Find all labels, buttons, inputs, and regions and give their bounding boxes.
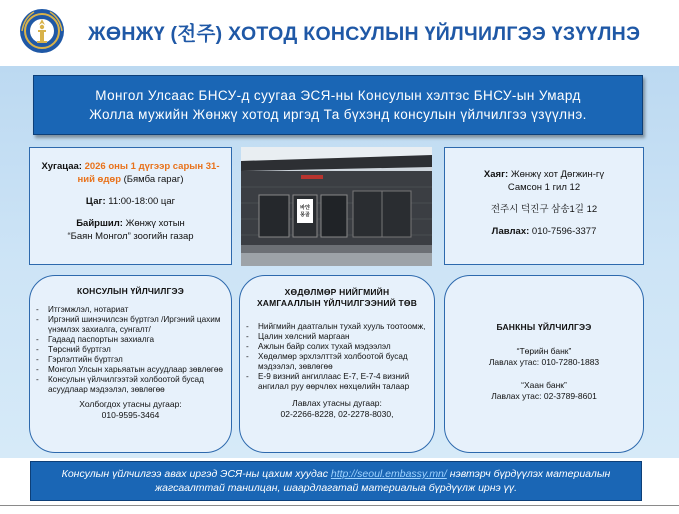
phone-value: 010-7596-3377	[531, 226, 597, 237]
bank2-phone: Лавлах утас: 02-3789-8601	[491, 391, 597, 401]
phone-line	[451, 225, 637, 238]
address-label: Хаяг:	[483, 169, 509, 180]
list-item: - Консулын үйлчилгээтэй холбоотой бусад асуудлаар мэдээлэл, зөвлөгөө	[30, 375, 231, 395]
divider	[0, 505, 679, 506]
time-label: Цаг:	[85, 196, 106, 207]
social-phone-label: Лавлах утасны дугаар:	[292, 398, 382, 408]
place-line	[36, 217, 225, 230]
address-info-box	[444, 147, 644, 265]
consular-title: КОНСУЛЫН ҮЙЛЧИЛГЭЭ	[76, 286, 185, 296]
list-item: - Ажлын байр солих тухай мэдээлэл	[240, 342, 430, 352]
list-item: - Иргэний шинэчилсэн бүртгэл /Иргэний цахим үнэмлэх захиалга, сунгалт/	[30, 315, 231, 335]
mongolia-state-emblem-icon	[14, 6, 70, 56]
address-value: Жөнжү хот Дөгжин-гү	[510, 169, 605, 180]
intro-line-1: Монгол Улсаас БНСУ-д суугаа ЭСЯ-ны Консулын хэлтэс БНСУ-ын Умард	[95, 88, 581, 103]
time-line	[36, 195, 225, 208]
bank-title: БАНКНЫ ҮЙЛЧИЛГЭЭ	[496, 322, 592, 332]
bank2-name: “Хаан банк”	[521, 380, 567, 390]
list-item: - Монгол Улсын харьяатын асуудлаар зөвлөгөө	[30, 365, 231, 375]
duration-line	[36, 160, 225, 186]
bank-service-card	[444, 275, 644, 453]
social-phone-value: 02-2266-8228, 02-2278-8030,	[280, 409, 394, 419]
list-item: - Нийгмийн даатгалын тухай хууль тоотоомж,	[240, 322, 430, 332]
footer-text-before: Консулын үйлчилгээ авах иргэд ЭСЯ-ны цахим хуудас	[61, 468, 328, 480]
social-title: ХӨДӨЛМӨР НИЙГМИЙН ХАМГААЛЛЫН ҮЙЛЧИЛГЭЭНИЙ ТӨВ	[256, 287, 418, 308]
intro-line-2: Жолла мужийн Жөнжү хотод иргэд Та бүхэнд консулын үйлчилгээ үзүүлнэ.	[89, 107, 587, 122]
list-item: - Гэрлэлтийн бүртгэл	[30, 355, 231, 365]
social-list	[240, 322, 434, 392]
consular-list	[30, 305, 231, 395]
svg-text:바얀: 바얀	[300, 205, 310, 211]
list-item: - Төрсний бүртгэл	[30, 345, 231, 355]
list-item: - Гадаад паспортын захиалга	[30, 335, 231, 345]
list-item: - Цалин хөлсний маргаан	[240, 332, 430, 342]
consular-phone-label: Холбогдох утасны дугаар:	[79, 399, 182, 409]
restaurant-photo	[241, 147, 432, 266]
time-value: 11:00-18:00 цаг	[108, 196, 176, 207]
consular-service-card	[29, 275, 232, 453]
page-title: ЖӨНЖҮ (전주) ХОТОД КОНСУЛЫН ҮЙЛЧИЛГЭЭ ҮЗҮҮЛНЭ	[88, 23, 641, 45]
footer-banner	[30, 461, 642, 501]
bank1-phone: Лавлах утас: 010-7280-1883	[488, 357, 600, 367]
list-item: - Хөдөлмөр эрхлэлттэй холбоотой бусад мэдээлэл, зөвлөгөө	[240, 352, 430, 372]
place-value: Жөнжү хотын	[125, 218, 185, 229]
duration-value: 2026 оны 1 дүгээр сарын 31-ний өдөр	[77, 161, 220, 185]
duration-label: Хугацаа:	[41, 161, 82, 172]
list-item: - Итгэмжлэл, нотариат	[30, 305, 231, 315]
footer-text-after: нэвтэрч бүрдүүлэх материалын жагсаалттай танилцан, шаардлагатай материалыа бүрдүүлж ирнэ үү.	[154, 468, 611, 494]
address-line	[451, 168, 637, 181]
place-value-2: “Баян Монгол” зоогийн газар	[67, 231, 194, 242]
list-item: - Е-9 визний ангиллаас Е-7, Е-7-4 визний ангилал руу өөрчлөх нөхцөлийн талаар	[240, 372, 430, 392]
social-protection-card	[239, 275, 435, 453]
place-label: Байршил:	[76, 218, 123, 229]
header	[0, 0, 679, 66]
phone-label: Лавлах:	[491, 226, 530, 237]
duration-day: (Бямба гараг)	[123, 174, 184, 185]
event-info-box	[29, 147, 232, 265]
embassy-link[interactable]: http://seoul.embassy.mn/	[330, 468, 447, 480]
svg-text:몽골: 몽골	[300, 212, 310, 218]
address-value-2: Самсон 1 гил 12	[507, 182, 581, 193]
address-korean: 전주시 덕진구 삼송1길 12	[490, 204, 598, 215]
consular-phone-value: 010-9595-3464	[101, 410, 160, 420]
bank1-name: “Төрийн банк”	[516, 346, 572, 356]
intro-banner	[33, 75, 643, 135]
